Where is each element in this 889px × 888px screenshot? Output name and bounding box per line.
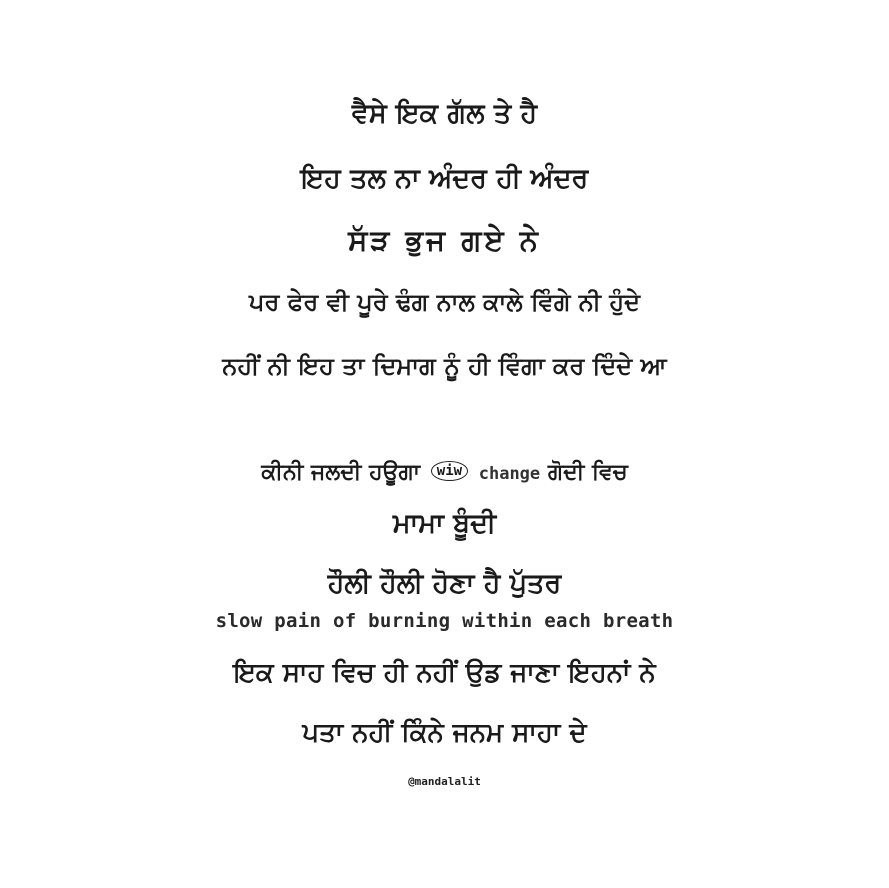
- author-handle: @mandalalit: [408, 775, 481, 788]
- poem-line-7: ਮਾਮਾ ਬੂੰਦੀ: [392, 508, 497, 539]
- english-line: slow pain of burning within each breath: [215, 610, 674, 632]
- poem-line-6: [0, 462, 889, 484]
- poem-line-11: ਪਤਾ ਨਹੀਂ ਕਿੰਨੇ ਜਨਮ ਸਾਹਾ ਦੇ: [302, 718, 587, 748]
- poem-line-10: ਇਕ ਸਾਹ ਵਿਚ ਹੀ ਨਹੀਂ ਉਡ ਜਾਣਾ ਇਹਨਾਂ ਨੇ: [233, 658, 656, 688]
- english-word-change: change: [478, 464, 541, 484]
- poem-line-8: ਹੌਲੀ ਹੌਲੀ ਹੋਣਾ ਹੈ ਪੁੱਤਰ: [327, 568, 562, 599]
- poem-line-6-start: ਕੀਨੀ ਜਲਦੀ ਹਊਗਾ: [261, 460, 421, 485]
- circled-wiw: wiw: [431, 461, 468, 481]
- poem-line-6-end: ਗੋਦੀ ਵਿਚ: [547, 460, 628, 485]
- poem-line-3: ਸੱੜ ਭੁਜ ਗਏ ਨੇ: [348, 223, 541, 257]
- poem-line-1: ਵੈਸੇ ਇਕ ਗੱਲ ਤੇ ਹੈ: [351, 98, 538, 129]
- poem-line-4: ਪਰ ਫੇਰ ਵੀ ਪੂਰੇ ਢੰਗ ਨਾਲ ਕਾਲੇ ਵਿੰਗੇ ਨੀ ਹੁੰਦੇ: [249, 288, 640, 316]
- poem-line-2: ਇਹ ਤਲ ਨਾ ਅੰਦਰ ਹੀ ਅੰਦਰ: [300, 163, 589, 194]
- poem-line-5: ਨਹੀਂ ਨੀ ਇਹ ਤਾ ਦਿਮਾਗ ਨੂੰ ਹੀ ਵਿੰਗਾ ਕਰ ਦਿੰਦੇ ਆ: [222, 352, 667, 380]
